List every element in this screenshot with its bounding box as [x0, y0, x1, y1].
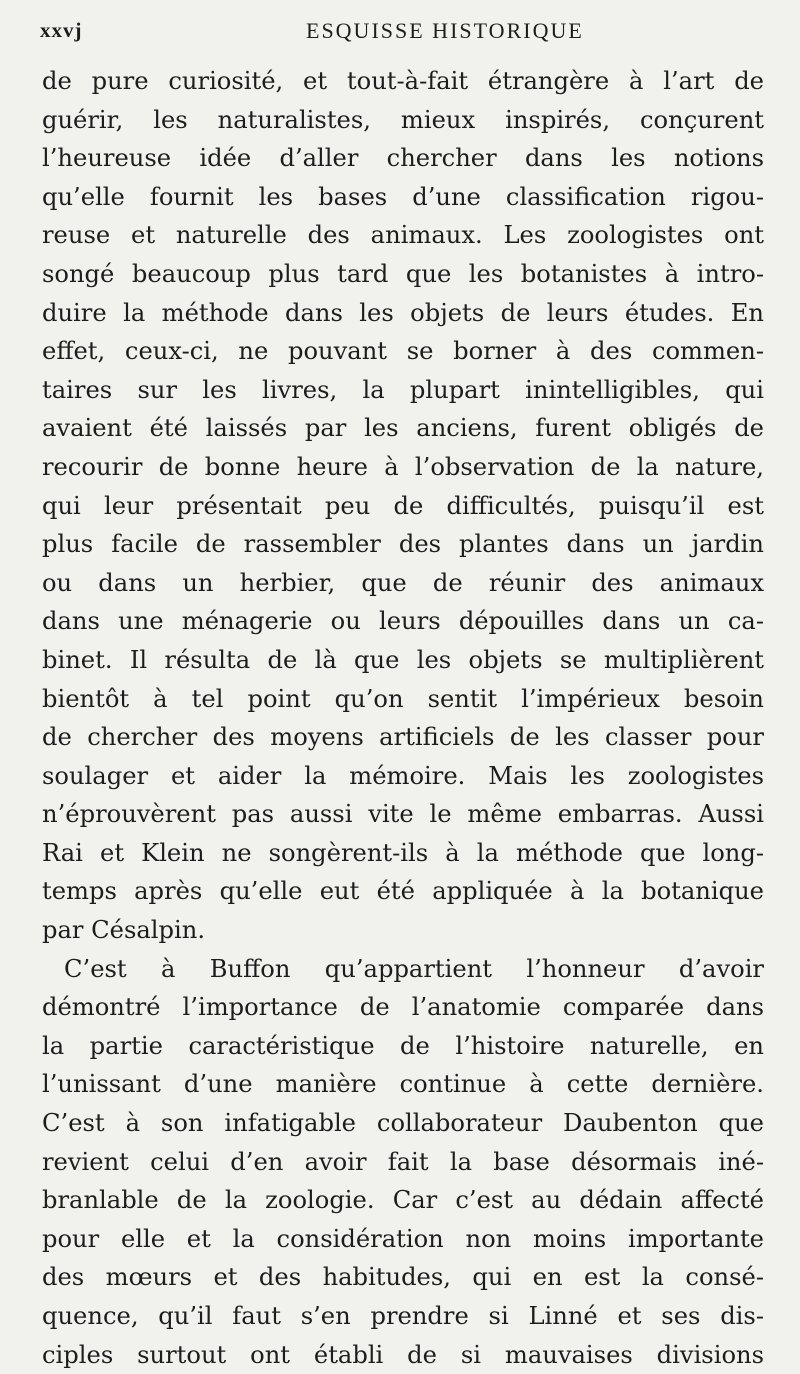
text-line: soulager et aider la mémoire. Mais les zoologistes [42, 761, 764, 790]
text-line: Rai et Klein ne songèrent-ils à la méthode que long- [42, 838, 764, 867]
text-line: ou dans un herbier, que de réunir des animaux [42, 568, 764, 597]
text-line: songé beaucoup plus tard que les botanistes à intro- [42, 259, 764, 288]
text-line: branlable de la zoologie. Car c’est au dédain affecté [42, 1186, 764, 1215]
text-line: bientôt à tel point qu’on sentit l’impérieux besoin [42, 684, 764, 713]
text-line: taires sur les livres, la plupart inintelligibles, qui [42, 375, 764, 404]
text-line: recourir de bonne heure à l’observation de la nature, [42, 452, 764, 481]
text-line: qui leur présentait peu de difficultés, puisqu’il est [42, 491, 764, 520]
text-line: avaient été laissés par les anciens, furent obligés de [42, 414, 764, 443]
text-line: ciples surtout ont établi de si mauvaises divisions [42, 1340, 764, 1369]
text-line: guérir, les naturalistes, mieux inspirés, conçurent [42, 105, 764, 134]
text-line: démontré l’importance de l’anatomie comparée dans [42, 993, 764, 1022]
text-line: qu’elle fournit les bases d’une classification rigou- [42, 182, 764, 211]
text-line: plus facile de rassembler des plantes dans un jardin [42, 530, 764, 559]
text-line: temps après qu’elle eut été appliquée à la botanique [42, 877, 764, 906]
page-number: xxvj [40, 18, 83, 42]
paragraph-start-line: C’est à Buffon qu’appartient l’honneur d’avoir [64, 954, 764, 983]
text-line: des mœurs et des habitudes, qui en est la consé- [42, 1263, 764, 1292]
text-line: pour elle et la considération non moins importante [42, 1224, 764, 1253]
text-line: binet. Il résulta de là que les objets se multiplièrent [42, 645, 764, 674]
text-line: quence, qu’il faut s’en prendre si Linné et ses dis- [42, 1302, 764, 1330]
text-line: effet, ceux-ci, ne pouvant se borner à des commen- [42, 337, 764, 366]
text-line: reuse et naturelle des animaux. Les zoologistes ont [42, 221, 764, 250]
text-line: de pure curiosité, et tout-à-fait étrangère à l’art de [42, 67, 764, 95]
paragraph-end-line: par Césalpin. [42, 916, 206, 945]
text-line: l’heureuse idée d’aller chercher dans les notions [42, 144, 764, 173]
text-line: duire la méthode dans les objets de leurs études. En [42, 298, 764, 327]
text-line: la partie caractéristique de l’histoire naturelle, en [42, 1031, 764, 1060]
text-line: dans une ménagerie ou leurs dépouilles dans un ca- [42, 607, 764, 636]
running-title: ESQUISSE HISTORIQUE [306, 18, 584, 43]
running-head [36, 10, 764, 50]
text-line: l’unissant d’une manière continue à cette dernière. [42, 1070, 764, 1099]
text-line: revient celui d’en avoir fait la base désormais iné- [42, 1147, 764, 1176]
text-line: de chercher des moyens artificiels de les classer pour [42, 723, 764, 752]
text-line: n’éprouvèrent pas aussi vite le même embarras. Aussi [42, 800, 764, 829]
body-text [42, 62, 764, 1374]
text-line: C’est à son infatigable collaborateur Daubenton que [42, 1109, 764, 1138]
